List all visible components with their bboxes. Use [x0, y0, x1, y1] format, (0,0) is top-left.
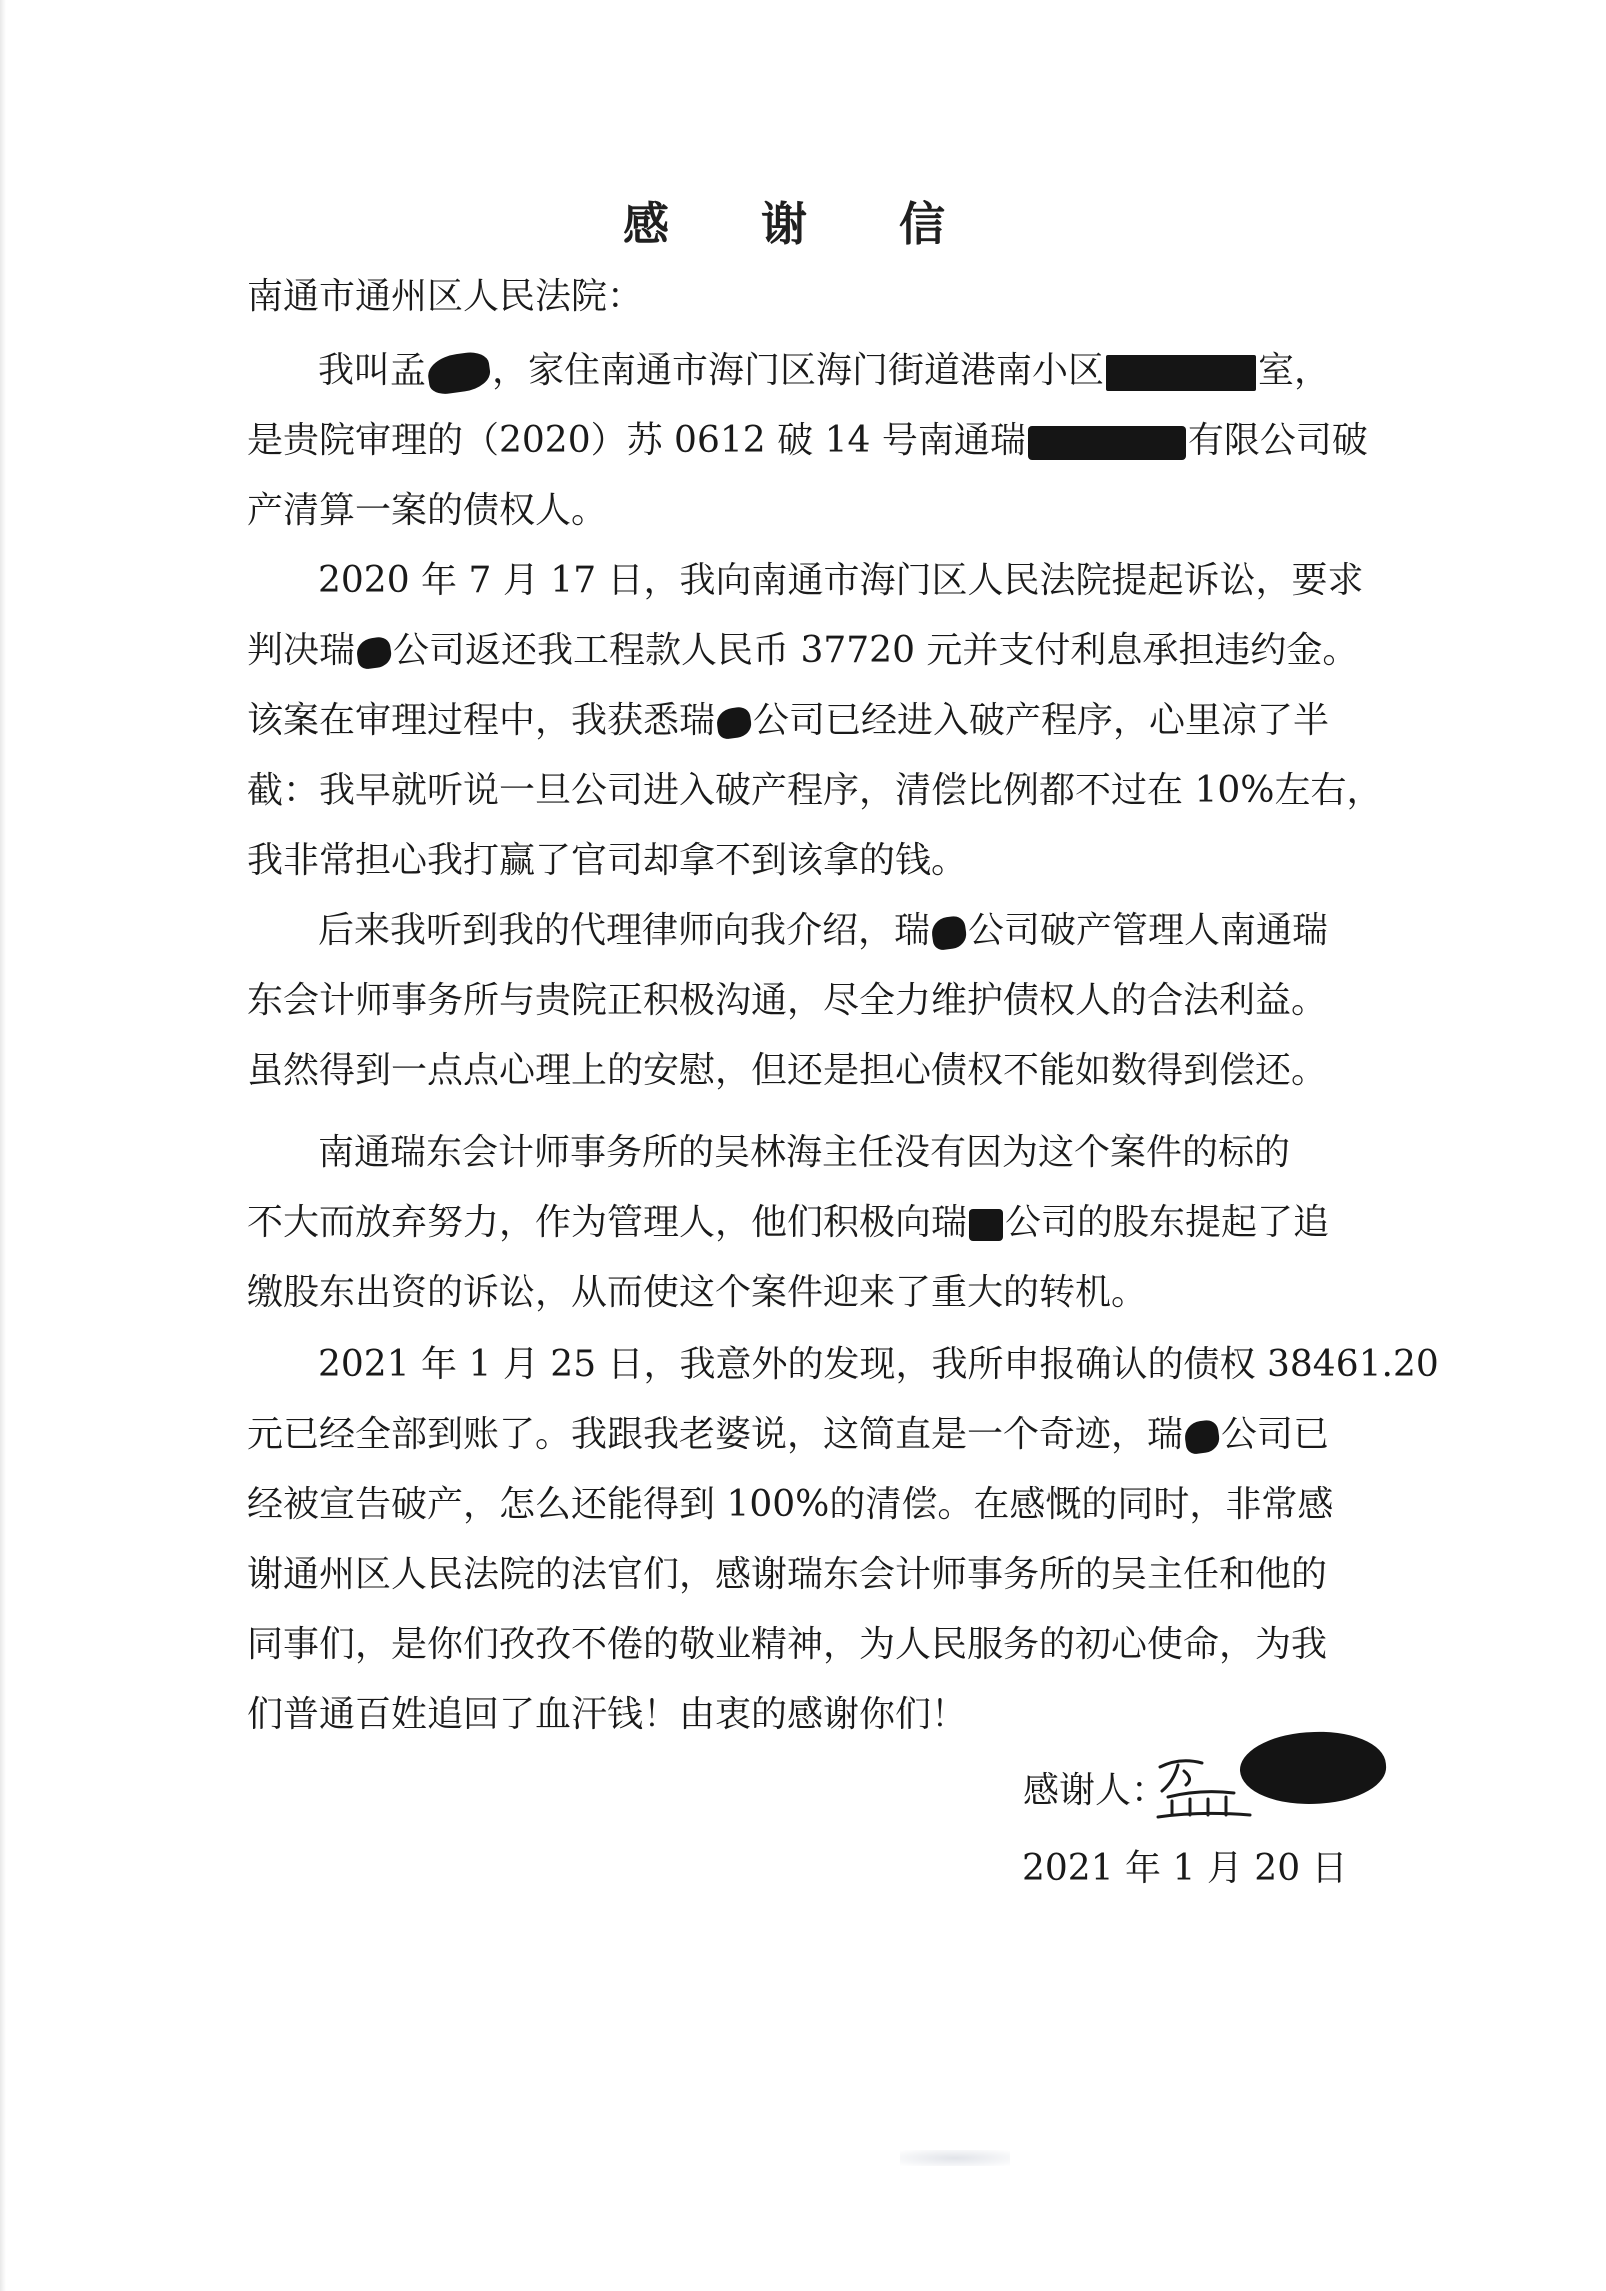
body-text: 判决瑞	[247, 630, 356, 671]
body-text: 室，	[1258, 350, 1331, 391]
body-line	[247, 1198, 1347, 1248]
body-text: 虽然得到一点点心理上的安慰，但还是担心债权不能如数得到偿还。	[247, 1050, 1328, 1091]
body-text: 公司返还我工程款人民币 37720 元并支付利息承担违约金。	[393, 630, 1359, 671]
body-text: 缴股东出资的诉讼，从而使这个案件迎来了重大的转机。	[247, 1272, 1148, 1313]
redaction-mark	[1183, 1419, 1221, 1455]
body-text: 谢通州区人民法院的法官们，感谢瑞东会计师事务所的吴主任和他的	[247, 1554, 1328, 1595]
body-text: 2020 年 7 月 17 日，我向南通市海门区人民法院提起诉讼，要求	[318, 560, 1364, 601]
redaction-mark	[426, 350, 493, 396]
body-line	[247, 1480, 1347, 1530]
body-line	[247, 1620, 1347, 1670]
salutation: 南通市通州区人民法院：	[247, 276, 644, 317]
body-text: 东会计师事务所与贵院正积极沟通，尽全力维护债权人的合法利益。	[247, 980, 1328, 1021]
scan-edge	[0, 0, 6, 2291]
body-text: 经被宣告破产，怎么还能得到 100%的清偿。在感慨的同时，非常感	[247, 1484, 1334, 1525]
body-text: 元已经全部到账了。我跟我老婆说，这简直是一个奇迹，瑞	[247, 1414, 1184, 1455]
body-line	[247, 626, 1359, 676]
redaction-mark	[355, 636, 393, 670]
body-text: 该案在审理过程中，我获悉瑞	[247, 700, 716, 741]
body-line	[247, 696, 1347, 746]
body-line	[247, 1046, 1347, 1096]
redaction-mark	[969, 1209, 1003, 1241]
body-text: 同事们，是你们孜孜不倦的敬业精神，为人民服务的初心使命，为我	[247, 1624, 1328, 1665]
body-text: 产清算一案的债权人。	[247, 490, 608, 531]
body-line	[247, 486, 1347, 536]
body-line	[318, 1128, 1418, 1178]
body-text: 我叫孟	[318, 350, 427, 391]
body-line	[247, 1268, 1347, 1318]
body-text: 后来我听到我的代理律师向我介绍，瑞	[318, 910, 931, 951]
body-text: 我非常担心我打赢了官司却拿不到该拿的钱。	[247, 840, 968, 881]
body-line	[247, 1410, 1347, 1460]
body-line	[247, 1690, 1347, 1740]
body-text: ，家住南通市海门区海门街道港南小区	[492, 350, 1105, 391]
body-text: 公司破产管理人南通瑞	[968, 910, 1329, 951]
redaction-mark	[1028, 426, 1186, 460]
body-text: 们普通百姓追回了血汗钱！由衷的感谢你们！	[247, 1694, 968, 1735]
body-line	[247, 976, 1347, 1026]
body-text: 公司已经进入破产程序，心里凉了半	[753, 700, 1330, 741]
body-line	[247, 836, 1347, 886]
body-line	[318, 556, 1418, 606]
body-line	[247, 766, 1383, 816]
body-line	[318, 346, 1418, 396]
body-text: 不大而放弃努力，作为管理人，他们积极向瑞	[247, 1202, 968, 1243]
redaction-mark	[1106, 355, 1256, 391]
letter-title: 感 谢 信	[622, 197, 984, 251]
redaction-mark	[930, 915, 968, 951]
body-text: 南通瑞东会计师事务所的吴林海主任没有因为这个案件的标的	[318, 1132, 1291, 1173]
body-text: 有限公司破	[1187, 420, 1368, 461]
body-line	[318, 1340, 1439, 1390]
signature-label: 感谢人：	[1023, 1770, 1168, 1811]
body-line	[247, 416, 1368, 466]
body-line	[318, 906, 1418, 956]
body-text: 公司已	[1221, 1414, 1330, 1455]
letter-date: 2021 年 1 月 20 日	[1022, 1848, 1348, 1889]
body-text: 公司的股东提起了追	[1005, 1202, 1330, 1243]
body-text: 截：我早就听说一旦公司进入破产程序，清偿比例都不过在 10%左右，	[247, 770, 1383, 811]
redaction-mark	[715, 706, 753, 740]
body-text: 2021 年 1 月 25 日，我意外的发现，我所申报确认的债权 38461.20	[318, 1344, 1439, 1385]
body-line	[247, 1550, 1347, 1600]
body-text: 是贵院审理的（2020）苏 0612 破 14 号南通瑞	[247, 420, 1026, 461]
scan-smudge	[900, 2150, 1010, 2166]
